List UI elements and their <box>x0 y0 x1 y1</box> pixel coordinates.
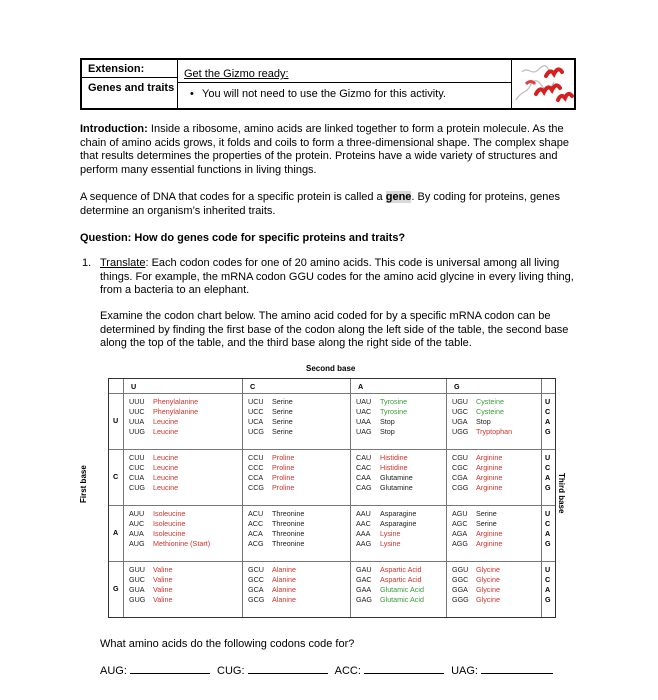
second-base-g: G <box>454 382 460 391</box>
introduction-label: Introduction: <box>80 123 148 135</box>
amino-acid-label: Aspartic Acid <box>380 575 422 584</box>
codon-label: UCU <box>248 397 264 406</box>
third-base-c: C <box>545 463 551 472</box>
amino-acid-label: Glutamic Acid <box>380 595 424 604</box>
codon-label: GAG <box>356 595 372 604</box>
amino-acid-label: Cysteine <box>476 407 504 416</box>
amino-acid-label: Threonine <box>272 539 305 548</box>
codon-label: AAA <box>356 529 371 538</box>
codon-label: CUA <box>129 473 145 482</box>
amino-acid-label: Cysteine <box>476 397 504 406</box>
codon-label: CAG <box>356 483 372 492</box>
third-base-a: A <box>545 529 551 538</box>
amino-acid-label: Valine <box>153 565 173 574</box>
amino-acid-label: Serine <box>272 427 293 436</box>
third-base-c: C <box>545 519 551 528</box>
amino-acid-label: Phenylalanine <box>153 407 199 416</box>
codon-label: GAU <box>356 565 372 574</box>
codon-label: UAG <box>356 427 372 436</box>
protein-ribbon-image <box>512 60 576 108</box>
codon-label: GUG <box>129 595 146 604</box>
amino-acid-label: Proline <box>272 483 295 492</box>
codon-chart <box>108 378 556 618</box>
ready-title: Get the Gizmo ready: <box>184 68 289 80</box>
codon-label: GGG <box>452 595 469 604</box>
gene-text-before: A sequence of DNA that codes for a specific protein is called a <box>80 191 386 203</box>
third-base-u: U <box>545 509 551 518</box>
amino-acid-label: Glutamine <box>380 483 413 492</box>
codon-label: UGG <box>452 427 469 436</box>
amino-acid-label: Asparagine <box>380 509 417 518</box>
codon-label: UUU <box>129 397 145 406</box>
codon-label: GAC <box>356 575 372 584</box>
third-base-c: C <box>545 407 551 416</box>
amino-acid-label: Leucine <box>153 463 179 472</box>
ready-bullet: • You will not need to use the Gizmo for this activity. <box>202 88 446 100</box>
answer-aug-label: AUG: <box>100 665 127 677</box>
amino-acid-label: Serine <box>476 509 497 518</box>
gene-paragraph <box>80 191 580 218</box>
chart-column-divider <box>242 379 243 617</box>
chart-row-divider <box>109 505 555 506</box>
answer-acc-label: ACC: <box>334 665 361 677</box>
second-base-u: U <box>131 382 137 391</box>
first-base-u: U <box>113 416 119 425</box>
codon-label: ACU <box>248 509 264 518</box>
third-base-a: A <box>545 473 551 482</box>
amino-acid-label: Isoleucine <box>153 529 186 538</box>
codon-label: UUA <box>129 417 145 426</box>
amino-acid-label: Leucine <box>153 473 179 482</box>
codon-label: CAC <box>356 463 372 472</box>
amino-acid-label: Glycine <box>476 575 500 584</box>
amino-acid-label: Isoleucine <box>153 509 186 518</box>
codon-label: CAU <box>356 453 372 462</box>
codon-label: CUC <box>129 463 145 472</box>
codon-label: GUU <box>129 565 145 574</box>
codon-label: AUA <box>129 529 144 538</box>
amino-acid-label: Tryptophan <box>476 427 513 436</box>
answer-uag-label: UAG: <box>451 665 478 677</box>
codon-label: AUU <box>129 509 145 518</box>
amino-acid-label: Leucine <box>153 427 179 436</box>
chart-column-divider <box>446 379 447 617</box>
codon-label: UUC <box>129 407 145 416</box>
amino-acid-label: Stop <box>380 417 395 426</box>
codon-label: CUG <box>129 483 145 492</box>
header-divider <box>82 77 177 78</box>
codon-label: CGC <box>452 463 468 472</box>
amino-acid-label: Isoleucine <box>153 519 186 528</box>
first-base-a: A <box>113 528 119 537</box>
codon-label: GGU <box>452 565 469 574</box>
question-heading: Question: How do genes code for specific proteins and traits? <box>80 232 406 244</box>
amino-acid-label: Valine <box>153 585 173 594</box>
third-base-a: A <box>545 585 551 594</box>
translate-text: : Each codon codes for one of 20 amino acids. This code is universal among all living things. For example, the mRNA codon GGU codes for the amino acid glycine in every living thing, from a bacteria to an elephant. <box>100 257 574 296</box>
third-base-c: C <box>545 575 551 584</box>
codon-label: AGU <box>452 509 468 518</box>
amino-acid-label: Alanine <box>272 595 296 604</box>
codon-label: UGC <box>452 407 468 416</box>
amino-acid-label: Glycine <box>476 595 500 604</box>
third-base-u: U <box>545 565 551 574</box>
translate-term: Translate <box>100 257 146 269</box>
header-divider-mid <box>178 82 511 83</box>
amino-acid-label: Arginine <box>476 539 503 548</box>
amino-acid-label: Threonine <box>272 529 305 538</box>
codon-label: UCC <box>248 407 264 416</box>
translate-paragraph <box>100 257 578 298</box>
amino-acid-label: Stop <box>380 427 395 436</box>
codon-label: GUC <box>129 575 145 584</box>
codon-label: ACG <box>248 539 264 548</box>
activity-header <box>80 58 576 110</box>
third-base-label: Third base <box>557 473 566 514</box>
amino-acid-label: Histidine <box>380 463 408 472</box>
codon-label: GGC <box>452 575 469 584</box>
introduction-text: Inside a ribosome, amino acids are linked together to form a protein molecule. As the chain of amino acids grows, it folds and coils to form a three-dimensional shape. The complex shape that results determines the properties of the protein. Proteins have a wide variety of structures and perform many essential functions in living things. <box>80 123 569 176</box>
codon-label: CAA <box>356 473 371 482</box>
codon-label: ACA <box>248 529 263 538</box>
codon-label: UGU <box>452 397 468 406</box>
gene-term: gene <box>385 191 412 203</box>
first-base-label: First base <box>79 465 88 503</box>
third-base-u: U <box>545 397 551 406</box>
codon-label: ACC <box>248 519 264 528</box>
amino-acid-label: Stop <box>476 417 491 426</box>
second-base-c: C <box>250 382 256 391</box>
amino-acid-label: Alanine <box>272 575 296 584</box>
third-base-u: U <box>545 453 551 462</box>
codon-label: UAA <box>356 417 371 426</box>
amino-acid-label: Threonine <box>272 519 305 528</box>
codon-label: GCU <box>248 565 264 574</box>
amino-acid-label: Tyrosine <box>380 407 408 416</box>
amino-acid-label: Leucine <box>153 483 179 492</box>
codon-label: GCA <box>248 585 264 594</box>
amino-acid-label: Leucine <box>153 453 179 462</box>
extension-label: Extension: <box>88 63 145 75</box>
amino-acid-label: Valine <box>153 595 173 604</box>
codon-label: CGU <box>452 453 468 462</box>
codon-label: AAC <box>356 519 371 528</box>
codon-label: AAG <box>356 539 372 548</box>
amino-acid-label: Serine <box>272 417 293 426</box>
amino-acid-label: Proline <box>272 473 295 482</box>
chart-row-divider <box>109 561 555 562</box>
codon-label: GCC <box>248 575 264 584</box>
answer-cug-label: CUG: <box>217 665 245 677</box>
amino-acid-label: Aspartic Acid <box>380 565 422 574</box>
amino-acid-label: Methionine (Start) <box>153 539 211 548</box>
topic-label: Genes and traits <box>88 82 175 94</box>
third-base-g: G <box>545 539 551 548</box>
amino-acid-label: Proline <box>272 453 295 462</box>
amino-acid-label: Valine <box>153 575 173 584</box>
codon-label: UGA <box>452 417 468 426</box>
answer-cug-blank[interactable] <box>248 673 328 674</box>
third-base-a: A <box>545 417 551 426</box>
chart-row-divider <box>109 449 555 450</box>
amino-acid-label: Serine <box>272 407 293 416</box>
codon-label: CGG <box>452 483 469 492</box>
item-number: 1. <box>82 257 92 269</box>
codon-label: AGC <box>452 519 468 528</box>
header-label-cell <box>82 60 178 108</box>
codon-label: CCA <box>248 473 264 482</box>
examine-paragraph: Examine the codon chart below. The amino acid coded for by a specific mRNA codon can be determined by finding the first base of the codon along the left side of the table, the second base along the top of the table, and the third base along the right side of the table. <box>100 310 569 349</box>
second-base-title: Second base <box>306 364 356 373</box>
codon-label: CCC <box>248 463 264 472</box>
amino-acid-label: Arginine <box>476 453 503 462</box>
introduction-paragraph <box>80 123 580 177</box>
third-base-g: G <box>545 427 551 436</box>
amino-acid-label: Alanine <box>272 565 296 574</box>
codon-label: UAC <box>356 407 372 416</box>
amino-acid-label: Lysine <box>380 529 401 538</box>
chart-header-divider <box>109 393 555 394</box>
amino-acid-label: Glycine <box>476 585 500 594</box>
codon-label: UCG <box>248 427 264 436</box>
amino-acid-label: Leucine <box>153 417 179 426</box>
protein-helix-icon <box>512 60 576 108</box>
codon-label: UCA <box>248 417 264 426</box>
amino-acid-label: Arginine <box>476 483 503 492</box>
answer-row <box>100 665 580 677</box>
answer-acc-blank[interactable] <box>364 673 444 674</box>
amino-acid-label: Glutamine <box>380 473 413 482</box>
answer-aug-blank[interactable] <box>130 673 210 674</box>
codon-label: AAU <box>356 509 371 518</box>
codon-label: CCG <box>248 483 264 492</box>
amino-acid-label: Lysine <box>380 539 401 548</box>
amino-acid-label: Glycine <box>476 565 500 574</box>
amino-acid-label: Arginine <box>476 473 503 482</box>
chart-left-divider <box>123 379 124 617</box>
amino-acid-label: Asparagine <box>380 519 417 528</box>
amino-acid-label: Arginine <box>476 529 503 538</box>
chart-column-divider <box>350 379 351 617</box>
codon-label: GGA <box>452 585 468 594</box>
third-base-g: G <box>545 595 551 604</box>
first-base-g: G <box>113 584 119 593</box>
third-base-g: G <box>545 483 551 492</box>
amino-acid-label: Proline <box>272 463 295 472</box>
amino-acid-label: Serine <box>476 519 497 528</box>
amino-acid-label: Histidine <box>380 453 408 462</box>
first-base-c: C <box>113 472 119 481</box>
chart-right-divider <box>541 379 542 617</box>
amino-acid-label: Arginine <box>476 463 503 472</box>
gene-text-after: . By coding for proteins, genes determine an organism’s inherited traits. <box>80 191 561 217</box>
codon-label: AUC <box>129 519 145 528</box>
codon-label: GCG <box>248 595 265 604</box>
amino-acid-label: Phenylalanine <box>153 397 199 406</box>
header-content-cell <box>178 60 512 108</box>
second-base-a: A <box>358 382 364 391</box>
answer-uag-blank[interactable] <box>481 673 553 674</box>
codon-label: CCU <box>248 453 264 462</box>
codon-label: CUU <box>129 453 145 462</box>
amino-acid-label: Glutamic Acid <box>380 585 424 594</box>
amino-acid-label: Tyrosine <box>380 397 408 406</box>
codon-label: AUG <box>129 539 145 548</box>
amino-acid-label: Alanine <box>272 585 296 594</box>
codon-prompt: What amino acids do the following codons code for? <box>100 638 355 650</box>
codon-label: GAA <box>356 585 372 594</box>
amino-acid-label: Serine <box>272 397 293 406</box>
codon-label: UAU <box>356 397 372 406</box>
codon-label: GUA <box>129 585 145 594</box>
codon-label: AGA <box>452 529 468 538</box>
codon-label: UUG <box>129 427 145 436</box>
amino-acid-label: Threonine <box>272 509 305 518</box>
codon-label: AGG <box>452 539 468 548</box>
codon-label: CGA <box>452 473 468 482</box>
